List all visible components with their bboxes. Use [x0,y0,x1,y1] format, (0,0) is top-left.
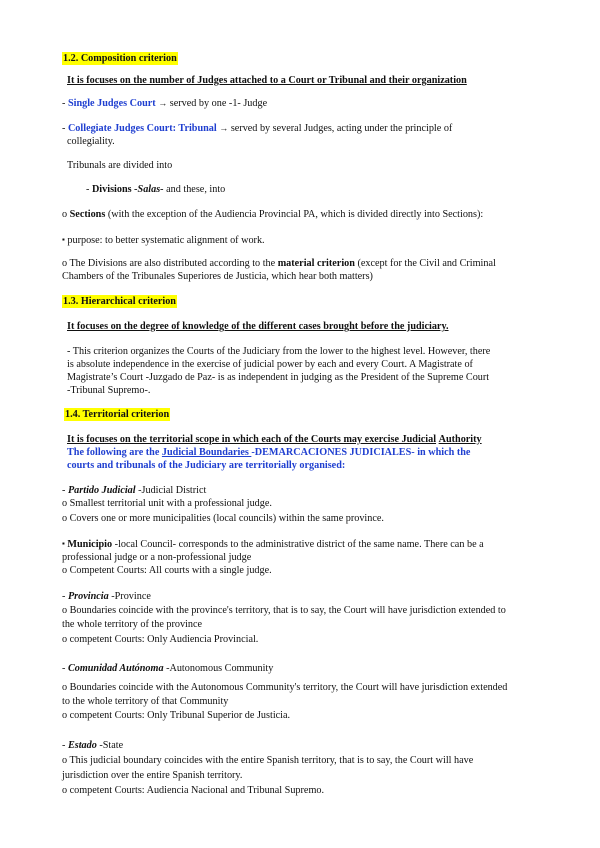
section-heading-territorial: 1.4. Territorial criterion [65,409,170,420]
comunidad-cont: to the whole territory of that Community [62,696,229,707]
provincia-cont: the whole territory of the province [62,619,203,630]
purpose-item: ▪ purpose: to better systematic alignment of work. [62,235,265,246]
territorial-lead: It is focuses on the territorial scope in which each of the Courts may exercise Judicial Authority [67,434,482,445]
collegiate-term: Collegiate Judges Court: Tribunal [67,123,217,134]
tribunals-text: Tribunals are divided into [67,160,173,171]
hierarchical-para-2: is absolute independence in the exercise of judicial power by each and every Court. A Magistrate of [67,359,473,370]
divisions-material-item: o The Divisions are also distributed according to the material criterion (except for the Civil and Criminal [62,258,496,269]
provincia-point-1: o Boundaries coincide with the province's territory, that is to say, the Court will have jurisdiction extended to [62,605,506,616]
collegiate-item: - Collegiate Judges Court: Tribunal → served by several Judges, acting under the principle of [62,123,453,134]
single-judges-term: Single Judges Court [67,98,156,109]
square-bullet-icon: ▪ [62,235,65,244]
provincia-point-2: o competent Courts: Only Audiencia Provincial. [62,634,259,645]
comunidad-item: - Comunidad Autónoma -Autonomous Community [62,663,274,674]
divisions-material-cont: Chambers of the Tribunales Superiores de Justicia, which hear both matters) [62,271,373,282]
comunidad-point-1: o Boundaries coincide with the Autonomous Community's territory, the Court will have jurisdiction extended [62,682,508,693]
partido-judicial-point-1: o Smallest territorial unit with a professional judge. [62,498,272,509]
provincia-item: - Provincia -Province [62,591,151,602]
municipio-point-1: o Competent Courts: All courts with a single judge. [62,565,272,576]
municipio-cont: professional judge or a non-professional judge [62,552,252,563]
partido-judicial-item: - Partido Judicial -Judicial District [62,485,207,496]
estado-item: - Estado -State [62,740,124,751]
hierarchical-para-4: -Tribunal Supremo-. [67,385,151,396]
arrow-icon: → [219,123,229,133]
square-bullet-icon: ▪ [62,539,65,548]
partido-judicial-point-2: o Covers one or more municipalities (local councils) within the same province. [62,513,384,524]
judicial-boundaries-text: The following are the Judicial Boundaries -DEMARCACIONES JUDICIALES- in which the [67,447,471,458]
section-heading-hierarchical: 1.3. Hierarchical criterion [63,296,176,307]
estado-point-2: o competent Courts: Audiencia Nacional and Tribunal Supremo. [62,785,325,796]
judicial-boundaries-cont: courts and tribunals of the Judiciary are territorially organised: [67,460,346,471]
divisions-item: - Divisions -Salas- and these, into [86,184,226,195]
judicial-boundaries-link[interactable]: Judicial Boundaries [161,447,252,458]
single-judges-item: - Single Judges Court → served by one -1- Judge [62,98,268,109]
hierarchical-para-1: - This criterion organizes the Courts of the Judiciary from the lower to the highest level. However, there [67,346,491,357]
hierarchical-para-3: Magistrate’s Court -Juzgado de Paz- is as independent in judging as the President of the Supreme Court [67,372,490,383]
sections-item: o Sections (with the exception of the Audiencia Provincial PA, which is divided directly into Sections): [62,209,484,220]
composition-lead: It is focuses on the number of Judges attached to a Court or Tribunal and their organization [67,75,467,86]
hierarchical-lead: It focuses on the degree of knowledge of the different cases brought before the judiciary. [67,321,449,332]
collegiate-item-cont: collegiality. [67,136,115,147]
comunidad-point-2: o competent Courts: Only Tribunal Superior de Justicia. [62,710,291,721]
municipio-item: ▪ Municipio -local Council- corresponds to the administrative district of the same name. There can be a [62,539,484,550]
estado-point-1: o This judicial boundary coincides with the entire Spanish territory, that is to say, the Court will have [62,755,474,766]
estado-cont: jurisdiction over the entire Spanish territory. [62,770,243,781]
section-heading-composition: 1.2. Composition criterion [63,53,177,64]
arrow-icon: → [158,98,168,108]
